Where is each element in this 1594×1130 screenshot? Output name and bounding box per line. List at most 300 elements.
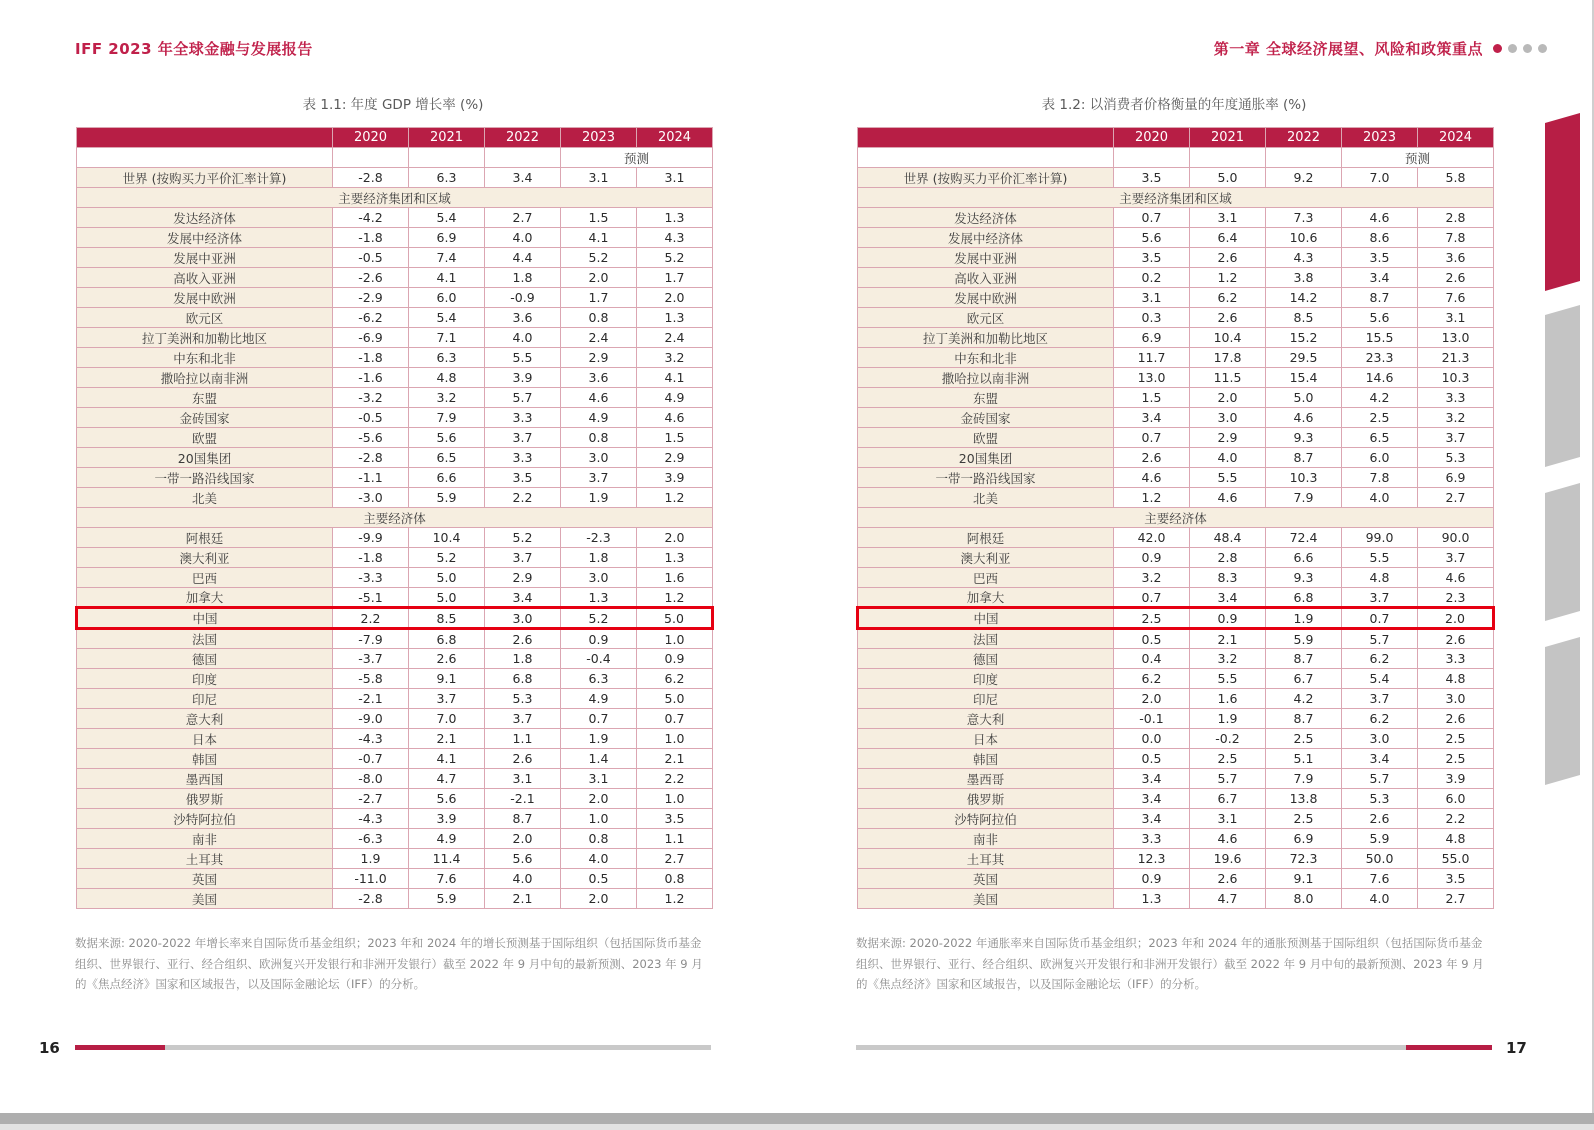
value-cell: 7.6 xyxy=(1418,288,1494,308)
value-cell: 4.4 xyxy=(485,248,561,268)
value-cell: 4.0 xyxy=(485,228,561,248)
value-cell: 2.5 xyxy=(1114,608,1190,629)
value-cell: 5.6 xyxy=(1114,228,1190,248)
value-cell: 5.9 xyxy=(1266,629,1342,649)
blank-cell xyxy=(858,148,1114,168)
table-row xyxy=(858,448,1494,468)
value-cell: -2.1 xyxy=(485,789,561,809)
table-row xyxy=(77,649,713,669)
value-cell: 5.0 xyxy=(409,568,485,588)
row-label: 欧元区 xyxy=(858,308,1114,328)
table-row xyxy=(858,488,1494,508)
value-cell: 6.3 xyxy=(561,669,637,689)
value-cell: 4.2 xyxy=(1342,388,1418,408)
pager-dot-icon xyxy=(1538,44,1547,53)
value-cell: 1.5 xyxy=(1114,388,1190,408)
table-row xyxy=(858,729,1494,749)
table-row xyxy=(77,488,713,508)
corner-cell xyxy=(77,128,333,148)
row-label: 土耳其 xyxy=(858,849,1114,869)
row-label: 意大利 xyxy=(858,709,1114,729)
value-cell: -2.3 xyxy=(561,528,637,548)
value-cell: 5.5 xyxy=(1190,669,1266,689)
table-row xyxy=(858,288,1494,308)
value-cell: 6.8 xyxy=(485,669,561,689)
gdp-growth-table xyxy=(75,127,714,909)
value-cell: 5.5 xyxy=(1342,548,1418,568)
inflation-table-container xyxy=(856,127,1492,909)
value-cell: 2.1 xyxy=(409,729,485,749)
value-cell: 1.7 xyxy=(561,288,637,308)
value-cell: 2.6 xyxy=(1342,809,1418,829)
value-cell: 2.6 xyxy=(1418,629,1494,649)
table-row xyxy=(77,268,713,288)
value-cell: -9.9 xyxy=(333,528,409,548)
value-cell: 0.5 xyxy=(1114,749,1190,769)
table-row xyxy=(77,228,713,248)
value-cell: 0.5 xyxy=(1114,629,1190,649)
value-cell: 2.4 xyxy=(561,328,637,348)
value-cell: 0.4 xyxy=(1114,649,1190,669)
value-cell: 4.6 xyxy=(1342,208,1418,228)
value-cell: 5.5 xyxy=(485,348,561,368)
table-row xyxy=(858,588,1494,608)
value-cell: 3.9 xyxy=(1418,769,1494,789)
row-label: 发展中经济体 xyxy=(858,228,1114,248)
table-row xyxy=(858,769,1494,789)
value-cell: -6.3 xyxy=(333,829,409,849)
value-cell: 0.8 xyxy=(561,829,637,849)
table-row xyxy=(858,829,1494,849)
value-cell: 1.5 xyxy=(561,208,637,228)
value-cell: 11.5 xyxy=(1190,368,1266,388)
chapter-edge-tab-active xyxy=(1545,113,1580,291)
chapter-edge-tab xyxy=(1545,483,1580,621)
table-row xyxy=(77,528,713,548)
value-cell: 3.4 xyxy=(1190,588,1266,608)
row-label: 北美 xyxy=(858,488,1114,508)
row-label: 加拿大 xyxy=(858,588,1114,608)
year-header-row xyxy=(858,128,1494,148)
section-header-cell: 主要经济集团和区域 xyxy=(858,188,1494,208)
value-cell: -0.4 xyxy=(561,649,637,669)
blank-cell xyxy=(485,148,561,168)
table-row xyxy=(77,348,713,368)
value-cell: 15.5 xyxy=(1342,328,1418,348)
value-cell: 1.8 xyxy=(485,649,561,669)
value-cell: 1.2 xyxy=(637,588,713,608)
row-label: 南非 xyxy=(77,829,333,849)
value-cell: 10.6 xyxy=(1266,228,1342,248)
value-cell: 4.1 xyxy=(561,228,637,248)
table-row xyxy=(858,568,1494,588)
value-cell: 4.1 xyxy=(409,268,485,288)
value-cell: -4.2 xyxy=(333,208,409,228)
value-cell: 2.5 xyxy=(1418,749,1494,769)
inflation-table-column xyxy=(856,93,1492,995)
value-cell: 3.1 xyxy=(561,769,637,789)
value-cell: 4.9 xyxy=(561,408,637,428)
value-cell: 3.4 xyxy=(485,588,561,608)
value-cell: 1.0 xyxy=(561,809,637,829)
page-number-right: 17 xyxy=(1506,1039,1527,1057)
value-cell: 6.9 xyxy=(1266,829,1342,849)
value-cell: 3.8 xyxy=(1266,268,1342,288)
value-cell: 6.2 xyxy=(637,669,713,689)
value-cell: 14.2 xyxy=(1266,288,1342,308)
value-cell: -5.8 xyxy=(333,669,409,689)
value-cell: 3.1 xyxy=(485,769,561,789)
value-cell: 2.7 xyxy=(1418,889,1494,909)
table-row xyxy=(77,869,713,889)
value-cell: 3.6 xyxy=(561,368,637,388)
row-label: 巴西 xyxy=(77,568,333,588)
table-row xyxy=(77,789,713,809)
value-cell: 5.0 xyxy=(637,608,713,629)
value-cell: 0.7 xyxy=(1114,588,1190,608)
value-cell: 3.4 xyxy=(1342,749,1418,769)
value-cell: 2.8 xyxy=(1190,548,1266,568)
value-cell: 2.8 xyxy=(1418,208,1494,228)
page-header xyxy=(75,38,1547,59)
value-cell: 2.0 xyxy=(561,268,637,288)
value-cell: 2.6 xyxy=(1418,268,1494,288)
value-cell: 5.2 xyxy=(485,528,561,548)
value-cell: 11.7 xyxy=(1114,348,1190,368)
table-row xyxy=(77,689,713,709)
row-label: 发达经济体 xyxy=(77,208,333,228)
value-cell: 5.9 xyxy=(409,488,485,508)
value-cell: 6.9 xyxy=(1418,468,1494,488)
value-cell: 3.0 xyxy=(1418,689,1494,709)
value-cell: -8.0 xyxy=(333,769,409,789)
table-row xyxy=(77,388,713,408)
year-header-cell: 2020 xyxy=(1114,128,1190,148)
value-cell: -2.9 xyxy=(333,288,409,308)
table-row xyxy=(858,308,1494,328)
value-cell: -0.1 xyxy=(1114,709,1190,729)
value-cell: 2.7 xyxy=(485,208,561,228)
value-cell: 1.9 xyxy=(1190,709,1266,729)
value-cell: 1.4 xyxy=(561,749,637,769)
value-cell: 11.4 xyxy=(409,849,485,869)
row-label: 南非 xyxy=(858,829,1114,849)
value-cell: 2.7 xyxy=(1418,488,1494,508)
value-cell: 7.0 xyxy=(1342,168,1418,188)
forecast-row xyxy=(858,148,1494,168)
value-cell: -0.7 xyxy=(333,749,409,769)
value-cell: 6.5 xyxy=(409,448,485,468)
value-cell: 3.9 xyxy=(637,468,713,488)
value-cell: 3.1 xyxy=(637,168,713,188)
value-cell: 2.0 xyxy=(1190,388,1266,408)
table-row xyxy=(77,328,713,348)
footer-bar-right xyxy=(856,1045,1492,1050)
table-row xyxy=(858,328,1494,348)
value-cell: 2.6 xyxy=(485,749,561,769)
gdp-growth-table-container xyxy=(75,127,711,909)
table-row xyxy=(858,789,1494,809)
table-row xyxy=(77,448,713,468)
table-row xyxy=(77,368,713,388)
row-label: 俄罗斯 xyxy=(77,789,333,809)
value-cell: 29.5 xyxy=(1266,348,1342,368)
value-cell: 0.3 xyxy=(1114,308,1190,328)
value-cell: 1.9 xyxy=(561,488,637,508)
value-cell: 1.9 xyxy=(561,729,637,749)
value-cell: 6.0 xyxy=(409,288,485,308)
value-cell: 3.5 xyxy=(1114,248,1190,268)
value-cell: 4.6 xyxy=(637,408,713,428)
value-cell: 19.6 xyxy=(1190,849,1266,869)
gdp-table-column xyxy=(75,93,711,995)
year-header-cell: 2021 xyxy=(1190,128,1266,148)
value-cell: 7.6 xyxy=(1342,869,1418,889)
row-label: 墨西国 xyxy=(77,769,333,789)
value-cell: 1.0 xyxy=(637,729,713,749)
value-cell: 0.5 xyxy=(561,869,637,889)
value-cell: 2.6 xyxy=(1190,869,1266,889)
section-header-row xyxy=(858,188,1494,208)
value-cell: 2.2 xyxy=(1418,809,1494,829)
value-cell: -2.8 xyxy=(333,889,409,909)
value-cell: 0.7 xyxy=(1342,608,1418,629)
value-cell: 5.9 xyxy=(409,889,485,909)
table-row xyxy=(858,548,1494,568)
value-cell: -0.5 xyxy=(333,248,409,268)
value-cell: 12.3 xyxy=(1114,849,1190,869)
value-cell: -2.6 xyxy=(333,268,409,288)
row-label: 高收入亚洲 xyxy=(77,268,333,288)
value-cell: 3.1 xyxy=(1190,208,1266,228)
value-cell: 2.0 xyxy=(1114,689,1190,709)
row-label: 德国 xyxy=(858,649,1114,669)
value-cell: 8.7 xyxy=(1266,709,1342,729)
value-cell: -4.3 xyxy=(333,729,409,749)
value-cell: 3.7 xyxy=(1342,588,1418,608)
value-cell: 0.7 xyxy=(637,709,713,729)
value-cell: -6.2 xyxy=(333,308,409,328)
value-cell: 17.8 xyxy=(1190,348,1266,368)
value-cell: -0.9 xyxy=(485,288,561,308)
value-cell: 6.0 xyxy=(1342,448,1418,468)
value-cell: 2.2 xyxy=(333,608,409,629)
value-cell: 3.7 xyxy=(485,548,561,568)
value-cell: 4.6 xyxy=(1418,568,1494,588)
value-cell: 4.8 xyxy=(1342,568,1418,588)
table-row xyxy=(77,669,713,689)
table-row xyxy=(77,849,713,869)
value-cell: 5.2 xyxy=(637,248,713,268)
value-cell: 3.5 xyxy=(1342,248,1418,268)
value-cell: 1.5 xyxy=(637,428,713,448)
value-cell: 8.7 xyxy=(485,809,561,829)
row-label: 东盟 xyxy=(77,388,333,408)
value-cell: 0.0 xyxy=(1114,729,1190,749)
value-cell: 13.8 xyxy=(1266,789,1342,809)
value-cell: 1.2 xyxy=(637,488,713,508)
value-cell: 3.1 xyxy=(561,168,637,188)
value-cell: 6.2 xyxy=(1114,669,1190,689)
table-row xyxy=(858,809,1494,829)
value-cell: 7.6 xyxy=(409,869,485,889)
forecast-row xyxy=(77,148,713,168)
value-cell: 2.5 xyxy=(1266,809,1342,829)
value-cell: 6.4 xyxy=(1190,228,1266,248)
year-header-cell: 2022 xyxy=(485,128,561,148)
value-cell: 1.3 xyxy=(561,588,637,608)
table-row xyxy=(858,248,1494,268)
value-cell: 0.7 xyxy=(1114,208,1190,228)
value-cell: 2.6 xyxy=(1114,448,1190,468)
value-cell: 3.4 xyxy=(1114,789,1190,809)
row-label: 美国 xyxy=(77,889,333,909)
table-row xyxy=(77,208,713,228)
value-cell: -2.8 xyxy=(333,168,409,188)
value-cell: 2.2 xyxy=(637,769,713,789)
section-header-cell: 主要经济体 xyxy=(858,508,1494,528)
value-cell: -0.2 xyxy=(1190,729,1266,749)
table-row xyxy=(858,368,1494,388)
row-label: 中东和北非 xyxy=(77,348,333,368)
row-label: 意大利 xyxy=(77,709,333,729)
value-cell: 9.1 xyxy=(1266,869,1342,889)
row-label: 高收入亚洲 xyxy=(858,268,1114,288)
row-label: 东盟 xyxy=(858,388,1114,408)
table-row xyxy=(858,528,1494,548)
row-label: 世界 (按购买力平价汇率计算) xyxy=(77,168,333,188)
corner-cell xyxy=(858,128,1114,148)
row-label: 拉丁美洲和加勒比地区 xyxy=(77,328,333,348)
year-header-cell: 2024 xyxy=(1418,128,1494,148)
value-cell: 5.0 xyxy=(1190,168,1266,188)
value-cell: 3.7 xyxy=(1342,689,1418,709)
value-cell: -9.0 xyxy=(333,709,409,729)
value-cell: 3.7 xyxy=(485,428,561,448)
value-cell: 2.0 xyxy=(637,528,713,548)
blank-cell xyxy=(1266,148,1342,168)
row-label: 沙特阿拉伯 xyxy=(77,809,333,829)
value-cell: 1.2 xyxy=(1114,488,1190,508)
value-cell: -5.6 xyxy=(333,428,409,448)
value-cell: 2.0 xyxy=(637,288,713,308)
value-cell: 3.2 xyxy=(1190,649,1266,669)
table-row xyxy=(77,468,713,488)
value-cell: 10.4 xyxy=(409,528,485,548)
value-cell: 5.1 xyxy=(1266,749,1342,769)
row-label: 发展中经济体 xyxy=(77,228,333,248)
value-cell: 0.7 xyxy=(561,709,637,729)
value-cell: 3.4 xyxy=(1114,408,1190,428)
value-cell: 1.3 xyxy=(1114,889,1190,909)
year-header-cell: 2022 xyxy=(1266,128,1342,148)
value-cell: 6.9 xyxy=(1114,328,1190,348)
table-row xyxy=(858,709,1494,729)
value-cell: 6.7 xyxy=(1190,789,1266,809)
value-cell: 10.3 xyxy=(1266,468,1342,488)
value-cell: -1.6 xyxy=(333,368,409,388)
value-cell: 4.7 xyxy=(409,769,485,789)
table-row xyxy=(858,228,1494,248)
section-header-cell: 主要经济体 xyxy=(77,508,713,528)
value-cell: 6.3 xyxy=(409,348,485,368)
value-cell: 4.3 xyxy=(1266,248,1342,268)
value-cell: 3.6 xyxy=(1418,248,1494,268)
table-row xyxy=(77,629,713,649)
table-row xyxy=(77,588,713,608)
value-cell: 4.6 xyxy=(1114,468,1190,488)
value-cell: 8.0 xyxy=(1266,889,1342,909)
row-label: 阿根廷 xyxy=(77,528,333,548)
value-cell: 7.8 xyxy=(1342,468,1418,488)
value-cell: 42.0 xyxy=(1114,528,1190,548)
value-cell: 13.0 xyxy=(1418,328,1494,348)
value-cell: 4.0 xyxy=(485,328,561,348)
value-cell: 4.3 xyxy=(637,228,713,248)
value-cell: 6.8 xyxy=(409,629,485,649)
highlighted-table-row xyxy=(858,608,1494,629)
value-cell: 15.4 xyxy=(1266,368,1342,388)
value-cell: -0.5 xyxy=(333,408,409,428)
table-row xyxy=(77,889,713,909)
value-cell: 3.2 xyxy=(409,388,485,408)
value-cell: 3.2 xyxy=(637,348,713,368)
value-cell: 5.5 xyxy=(1190,468,1266,488)
value-cell: 48.4 xyxy=(1190,528,1266,548)
row-label: 中国 xyxy=(858,608,1114,629)
value-cell: 5.4 xyxy=(409,208,485,228)
value-cell: 5.0 xyxy=(409,588,485,608)
report-title: IFF 2023 年全球金融与发展报告 xyxy=(75,40,313,58)
blank-cell xyxy=(77,148,333,168)
value-cell: 50.0 xyxy=(1342,849,1418,869)
row-label: 撒哈拉以南非洲 xyxy=(858,368,1114,388)
table-row xyxy=(77,288,713,308)
value-cell: 7.0 xyxy=(409,709,485,729)
value-cell: 7.9 xyxy=(1266,769,1342,789)
value-cell: -3.0 xyxy=(333,488,409,508)
row-label: 印度 xyxy=(858,669,1114,689)
value-cell: 5.6 xyxy=(409,789,485,809)
value-cell: 2.0 xyxy=(1418,608,1494,629)
year-header-cell: 2023 xyxy=(1342,128,1418,148)
section-header-row xyxy=(77,508,713,528)
blank-cell xyxy=(409,148,485,168)
row-label: 英国 xyxy=(858,869,1114,889)
value-cell: 1.2 xyxy=(637,889,713,909)
value-cell: 3.9 xyxy=(409,809,485,829)
year-header-cell: 2024 xyxy=(637,128,713,148)
value-cell: 0.9 xyxy=(1114,548,1190,568)
value-cell: 6.2 xyxy=(1342,709,1418,729)
value-cell: 9.1 xyxy=(409,669,485,689)
value-cell: 2.6 xyxy=(485,629,561,649)
table-row xyxy=(77,729,713,749)
table-row xyxy=(858,749,1494,769)
row-label: 一带一路沿线国家 xyxy=(77,468,333,488)
value-cell: 6.0 xyxy=(1418,789,1494,809)
value-cell: 5.3 xyxy=(1418,448,1494,468)
value-cell: 4.9 xyxy=(637,388,713,408)
value-cell: 2.9 xyxy=(561,348,637,368)
value-cell: 4.0 xyxy=(485,869,561,889)
value-cell: 3.5 xyxy=(485,468,561,488)
inflation-table xyxy=(856,127,1495,909)
row-label: 发展中亚洲 xyxy=(858,248,1114,268)
value-cell: 0.9 xyxy=(637,649,713,669)
value-cell: 3.1 xyxy=(1114,288,1190,308)
table-title: 表 1.1: 年度 GDP 增长率 (%) xyxy=(302,97,484,113)
